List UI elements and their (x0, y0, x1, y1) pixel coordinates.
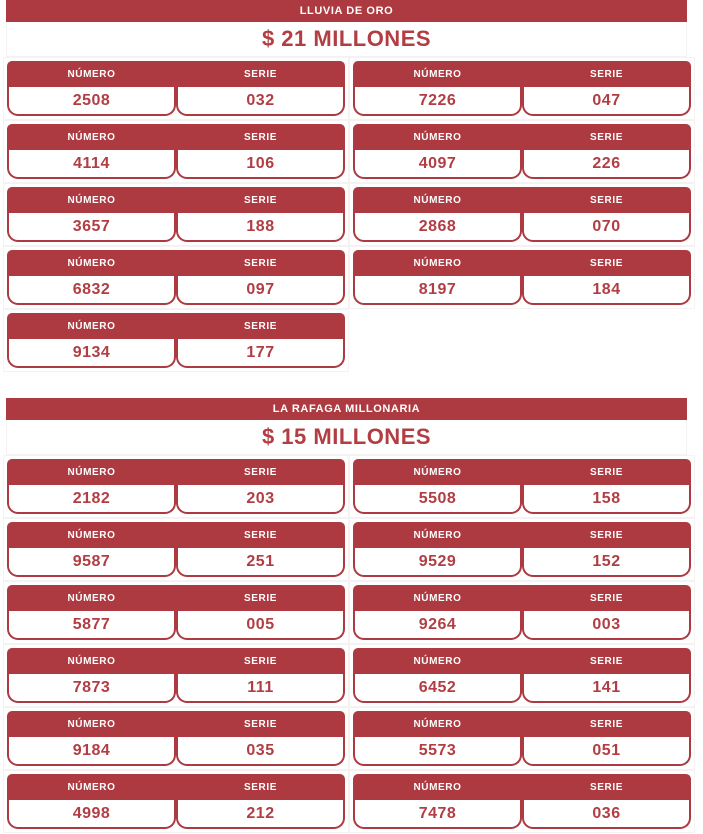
numero-value: 7873 (7, 674, 176, 703)
serie-column-header: SERIE (243, 68, 277, 80)
card-header (7, 187, 345, 213)
numero-column-header: NÚMERO (67, 466, 116, 478)
card-header (353, 250, 691, 276)
numero-column-header: NÚMERO (67, 781, 116, 793)
result-cell (3, 644, 349, 707)
serie-value: 226 (522, 150, 691, 179)
card-values (7, 87, 345, 116)
numero-column-header: NÚMERO (67, 68, 116, 80)
serie-value: 047 (522, 87, 691, 116)
result-cell (3, 183, 349, 246)
result-cell (349, 518, 695, 581)
result-card (7, 124, 345, 179)
card-values (7, 800, 345, 829)
numero-column-header: NÚMERO (413, 529, 462, 541)
numero-value: 7478 (353, 800, 522, 829)
prize-amount: $ 15 MILLONES (261, 424, 432, 449)
numero-value: 4114 (7, 150, 176, 179)
serie-column-header: SERIE (589, 68, 623, 80)
result-card (7, 250, 345, 305)
card-values (353, 737, 691, 766)
serie-column-header: SERIE (589, 257, 623, 269)
card-values (353, 213, 691, 242)
result-cell (349, 57, 695, 120)
serie-column-header: SERIE (589, 592, 623, 604)
serie-value: 188 (176, 213, 345, 242)
result-cell (349, 455, 695, 518)
result-card (7, 187, 345, 242)
result-cell (349, 183, 695, 246)
section-title: LLUVIA DE ORO (299, 5, 394, 17)
result-card (353, 61, 691, 116)
numero-column-header: NÚMERO (67, 194, 116, 206)
card-values (7, 548, 345, 577)
card-header (353, 585, 691, 611)
numero-column-header: NÚMERO (67, 718, 116, 730)
serie-column-header: SERIE (243, 781, 277, 793)
serie-column-header: SERIE (589, 466, 623, 478)
serie-value: 035 (176, 737, 345, 766)
result-card (353, 648, 691, 703)
numero-value: 6452 (353, 674, 522, 703)
card-values (353, 276, 691, 305)
serie-column-header: SERIE (589, 781, 623, 793)
result-card (7, 774, 345, 829)
result-card (7, 522, 345, 577)
serie-value: 251 (176, 548, 345, 577)
card-values (353, 674, 691, 703)
numero-column-header: NÚMERO (67, 257, 116, 269)
results-grid (3, 455, 695, 833)
numero-value: 2508 (7, 87, 176, 116)
result-card (353, 124, 691, 179)
result-cell (3, 770, 349, 833)
numero-column-header: NÚMERO (413, 466, 462, 478)
serie-value: 177 (176, 339, 345, 368)
results-grid (3, 57, 695, 372)
numero-column-header: NÚMERO (413, 194, 462, 206)
serie-column-header: SERIE (243, 592, 277, 604)
serie-value: 070 (522, 213, 691, 242)
result-cell (349, 120, 695, 183)
result-card (7, 711, 345, 766)
numero-column-header: NÚMERO (67, 131, 116, 143)
card-header (7, 585, 345, 611)
card-header (353, 711, 691, 737)
card-values (7, 485, 345, 514)
card-header (7, 250, 345, 276)
card-values (7, 276, 345, 305)
card-header (7, 522, 345, 548)
section-title-bar (6, 0, 687, 22)
card-header (7, 459, 345, 485)
serie-value: 097 (176, 276, 345, 305)
serie-value: 203 (176, 485, 345, 514)
serie-value: 141 (522, 674, 691, 703)
numero-column-header: NÚMERO (67, 655, 116, 667)
numero-column-header: NÚMERO (413, 131, 462, 143)
numero-column-header: NÚMERO (67, 592, 116, 604)
serie-column-header: SERIE (243, 194, 277, 206)
card-header (7, 124, 345, 150)
serie-column-header: SERIE (243, 655, 277, 667)
section-title-bar (6, 398, 687, 420)
serie-column-header: SERIE (589, 655, 623, 667)
result-cell (349, 770, 695, 833)
result-card (7, 459, 345, 514)
result-cell (3, 57, 349, 120)
result-card (353, 522, 691, 577)
serie-column-header: SERIE (243, 529, 277, 541)
card-values (7, 737, 345, 766)
result-card (7, 61, 345, 116)
serie-value: 032 (176, 87, 345, 116)
serie-value: 152 (522, 548, 691, 577)
numero-value: 3657 (7, 213, 176, 242)
numero-column-header: NÚMERO (413, 592, 462, 604)
prize-band (6, 420, 687, 455)
numero-value: 2868 (353, 213, 522, 242)
numero-value: 5573 (353, 737, 522, 766)
numero-column-header: NÚMERO (67, 320, 116, 332)
result-cell (349, 707, 695, 770)
card-header (7, 711, 345, 737)
numero-column-header: NÚMERO (413, 257, 462, 269)
serie-column-header: SERIE (243, 466, 277, 478)
result-cell (3, 455, 349, 518)
prize-amount: $ 21 MILLONES (261, 26, 432, 51)
result-card (7, 585, 345, 640)
card-values (7, 213, 345, 242)
numero-value: 7226 (353, 87, 522, 116)
numero-value: 5508 (353, 485, 522, 514)
result-card (353, 187, 691, 242)
card-header (353, 774, 691, 800)
card-header (353, 459, 691, 485)
serie-column-header: SERIE (589, 718, 623, 730)
lottery-section-lluvia-de-oro (0, 0, 703, 372)
numero-value: 9184 (7, 737, 176, 766)
serie-value: 184 (522, 276, 691, 305)
numero-column-header: NÚMERO (413, 68, 462, 80)
result-cell (3, 120, 349, 183)
numero-value: 4097 (353, 150, 522, 179)
result-cell (3, 518, 349, 581)
section-title: LA RAFAGA MILLONARIA (272, 403, 421, 415)
result-cell (349, 644, 695, 707)
card-header (353, 187, 691, 213)
serie-value: 158 (522, 485, 691, 514)
card-header (353, 648, 691, 674)
card-values (353, 611, 691, 640)
numero-value: 5877 (7, 611, 176, 640)
numero-column-header: NÚMERO (413, 718, 462, 730)
serie-value: 051 (522, 737, 691, 766)
result-cell (349, 581, 695, 644)
card-values (353, 150, 691, 179)
numero-value: 6832 (7, 276, 176, 305)
serie-value: 036 (522, 800, 691, 829)
result-card (353, 774, 691, 829)
card-values (353, 87, 691, 116)
card-values (353, 548, 691, 577)
card-header (7, 648, 345, 674)
serie-value: 003 (522, 611, 691, 640)
result-cell (3, 246, 349, 309)
card-values (353, 800, 691, 829)
prize-band (6, 22, 687, 57)
lottery-section-la-rafaga-millonaria (0, 398, 703, 833)
result-card (353, 250, 691, 305)
serie-column-header: SERIE (243, 718, 277, 730)
card-values (7, 339, 345, 368)
result-cell (3, 581, 349, 644)
result-card (353, 585, 691, 640)
card-values (353, 485, 691, 514)
result-card (7, 313, 345, 368)
card-header (7, 313, 345, 339)
card-header (353, 61, 691, 87)
card-values (7, 611, 345, 640)
result-cell (349, 246, 695, 309)
result-card (353, 459, 691, 514)
card-header (353, 522, 691, 548)
card-header (7, 61, 345, 87)
card-values (7, 150, 345, 179)
card-header (353, 124, 691, 150)
result-card (7, 648, 345, 703)
serie-value: 005 (176, 611, 345, 640)
serie-column-header: SERIE (589, 529, 623, 541)
serie-value: 212 (176, 800, 345, 829)
serie-column-header: SERIE (589, 194, 623, 206)
card-header (7, 774, 345, 800)
numero-column-header: NÚMERO (413, 655, 462, 667)
numero-value: 9264 (353, 611, 522, 640)
result-card (353, 711, 691, 766)
numero-value: 8197 (353, 276, 522, 305)
numero-column-header: NÚMERO (67, 529, 116, 541)
numero-value: 2182 (7, 485, 176, 514)
numero-value: 9529 (353, 548, 522, 577)
card-values (7, 674, 345, 703)
numero-column-header: NÚMERO (413, 781, 462, 793)
serie-column-header: SERIE (243, 257, 277, 269)
numero-value: 9587 (7, 548, 176, 577)
serie-value: 106 (176, 150, 345, 179)
serie-column-header: SERIE (589, 131, 623, 143)
result-cell (3, 309, 349, 372)
serie-column-header: SERIE (243, 320, 277, 332)
serie-column-header: SERIE (243, 131, 277, 143)
numero-value: 4998 (7, 800, 176, 829)
serie-value: 111 (176, 674, 345, 703)
result-cell (3, 707, 349, 770)
numero-value: 9134 (7, 339, 176, 368)
